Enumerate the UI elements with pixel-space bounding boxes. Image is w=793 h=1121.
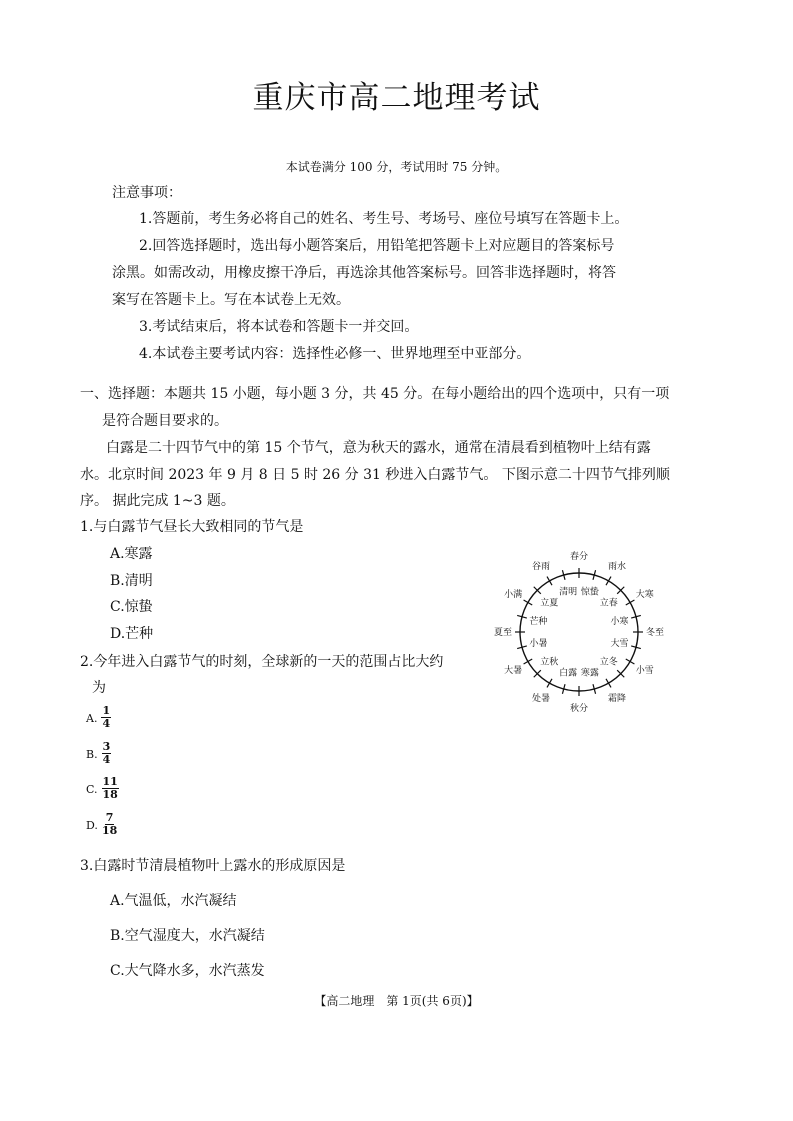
solar-term-label: 谷雨 — [531, 562, 551, 573]
q2-stem: 2.今年进入白露节气的时刻，全球新的一天的范围占比大约 — [80, 654, 444, 670]
solar-term-label: 大暑 — [504, 666, 523, 676]
solar-term-label: 白露 — [559, 668, 578, 679]
section-heading: 一、选择题：本题共 15 小题，每小题 3 分，共 45 分。在每小题给出的四个选项中，只有一项 — [80, 386, 670, 402]
q3-option-a: A.气温低，水汽凝结 — [110, 893, 237, 909]
solar-term-label: 小寒 — [610, 617, 629, 628]
note-4: 4.本试卷主要考试内容：选择性必修一、世界地理至中亚部分。 — [139, 346, 531, 362]
solar-term-label: 惊蛰 — [580, 587, 599, 598]
q3-option-c: C.大气降水多，水汽蒸发 — [110, 963, 265, 979]
passage-line-2: 水。北京时间 2023 年 9 月 8 日 5 时 26 分 31 秒进入白露节气。 下图示意二十四节气排列顺 — [80, 467, 670, 483]
solar-term-label: 立冬 — [599, 657, 618, 668]
page-title: 重庆市高二地理考试 — [252, 80, 541, 116]
q1-option-a: A.寒露 — [110, 546, 153, 562]
solar-term-label: 处暑 — [531, 693, 551, 704]
q2-stem-cont: 为 — [92, 680, 106, 696]
solar-term-label: 冬至 — [645, 628, 665, 638]
solar-term-label: 立春 — [599, 598, 618, 609]
section-heading-cont: 是符合题目要求的。 — [102, 413, 228, 429]
notes-heading: 注意事项： — [112, 185, 182, 201]
fraction: $\frac{11}{18}$ — [102, 775, 118, 801]
q1-option-c: C.惊蛰 — [110, 599, 153, 615]
solar-terms-diagram — [478, 546, 682, 716]
q2-option-d: D. $\frac{7}{18}$ — [86, 811, 118, 837]
term-tick — [626, 600, 635, 605]
solar-term-label: 春分 — [569, 552, 589, 562]
q3-option-b: B.空气湿度大，水汽凝结 — [110, 928, 265, 944]
solar-term-label: 秋分 — [569, 704, 589, 714]
q1-stem: 1.与白露节气昼长大致相同的节气是 — [80, 519, 304, 535]
solar-term-label: 小暑 — [529, 638, 548, 649]
fraction: $\frac{3}{4}$ — [102, 740, 111, 766]
term-tick — [547, 679, 552, 688]
solar-term-label: 立秋 — [540, 657, 559, 668]
page-footer: 【高二地理 第 1页(共 6页)】 — [314, 994, 479, 1008]
solar-term-label: 芒种 — [529, 617, 548, 628]
solar-term-label: 清明 — [559, 587, 578, 598]
term-tick — [606, 577, 611, 586]
passage-line-3: 序。 据此完成 1~3 题。 — [80, 493, 235, 509]
note-2-line-3: 案写在答题卡上。写在本试卷上无效。 — [112, 292, 350, 308]
q1-option-d: D.芒种 — [110, 626, 154, 642]
q3-stem: 3.白露时节清晨植物叶上露水的形成原因是 — [80, 858, 346, 874]
note-2-line-2: 涂黑。如需改动，用橡皮擦干净后，再选涂其他答案标号。回答非选择题时，将答 — [112, 265, 616, 281]
q2-option-c: C. $\frac{11}{18}$ — [86, 775, 118, 801]
q2-option-b: B. $\frac{3}{4}$ — [86, 740, 111, 766]
solar-term-label: 小雪 — [635, 666, 654, 676]
term-tick — [626, 659, 635, 664]
term-tick — [524, 600, 533, 605]
solar-term-label: 夏至 — [493, 628, 513, 638]
fraction: $\frac{7}{18}$ — [101, 811, 118, 837]
term-tick — [524, 659, 533, 664]
fraction: $\frac{1}{4}$ — [102, 704, 111, 730]
term-tick — [547, 577, 552, 586]
solar-term-label: 雨水 — [607, 562, 627, 573]
q1-option-b: B.清明 — [110, 573, 153, 589]
q2-option-a: A. $\frac{1}{4}$ — [86, 704, 111, 730]
exam-info: 本试卷满分 100 分，考试用时 75 分钟。 — [285, 160, 508, 174]
solar-term-label: 霜降 — [607, 693, 627, 704]
note-3: 3.考试结束后，将本试卷和答题卡一并交回。 — [139, 319, 419, 335]
term-tick — [606, 679, 611, 688]
solar-term-label: 立夏 — [540, 598, 559, 609]
note-1: 1.答题前，考生务必将自己的姓名、考生号、考场号、座位号填写在答题卡上。 — [139, 211, 629, 227]
note-2-line-1: 2.回答选择题时，选出每小题答案后，用铅笔把答题卡上对应题目的答案标号 — [139, 238, 615, 254]
passage-line-1: 白露是二十四节气中的第 15 个节气，意为秋天的露水，通常在清晨看到植物叶上结有露 — [106, 440, 651, 456]
solar-term-label: 寒露 — [580, 668, 599, 679]
solar-term-label: 大寒 — [635, 590, 654, 600]
solar-term-labels — [494, 550, 664, 714]
solar-term-label: 小满 — [504, 590, 523, 600]
solar-term-label: 大雪 — [610, 638, 629, 649]
